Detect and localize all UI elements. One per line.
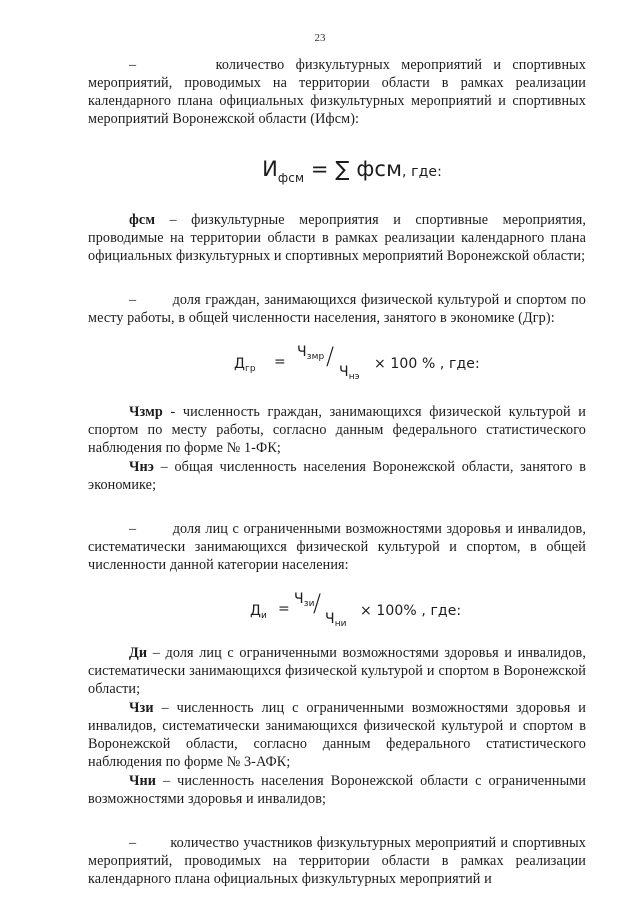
definition-term: фсм <box>129 212 156 228</box>
paragraph-text: количество участников физкультурных мероприятий и спортивных мероприятий, проводимых на территории области в рамках реализации календарного плана официальных физкультурных мероприятий и <box>88 835 586 887</box>
definition-text: – численность лиц с ограниченными возможностями здоровья и инвалидов, систематически занимающихся физической культурой и спортом в Воронежской области, согласно данным федерального статистического наблюдения по форме № 3-АФК; <box>88 700 586 770</box>
formula-numerator-subscript: змр <box>306 352 325 362</box>
formula-tail: × 100% , где: <box>360 603 462 619</box>
formula-numerator: Ч <box>297 344 307 360</box>
list-dash: – <box>129 57 137 73</box>
definition-text: – численность населения Воронежской области с ограниченными возможностями здоровья и инвалидов; <box>88 773 586 807</box>
definition-term: Чзмр <box>129 404 163 420</box>
formula-lhs: Д <box>250 603 262 619</box>
formula-lhs-subscript: и <box>261 611 267 621</box>
formula-slash: / <box>326 342 335 370</box>
paragraph-text: доля граждан, занимающихся физической культурой и спортом по месту работы, в общей численности населения, занятого в экономике (Дгр): <box>88 292 587 326</box>
formula-numerator: Ч <box>294 591 304 607</box>
formula-tail: × 100 % , где: <box>374 356 480 372</box>
formula-denominator: Ч <box>325 611 335 627</box>
definition-chzmr <box>88 403 586 457</box>
list-dash: – <box>129 521 137 537</box>
definition-term: Чни <box>129 773 157 789</box>
formula-denominator-subscript: нэ <box>348 372 360 382</box>
definition-term: Чзи <box>129 700 154 716</box>
formula-numerator-subscript: зи <box>303 599 315 609</box>
formula-lhs-subscript: фсм <box>277 171 305 185</box>
definition-term: Ди <box>129 645 148 661</box>
formula-sum: = ∑ фсм <box>304 157 403 181</box>
definition-text: – доля лиц с ограниченными возможностями здоровья и инвалидов, систематически занимающихся физической культурой и спортом в Воронежской области; <box>88 645 586 697</box>
paragraph-text: доля лиц с ограниченными возможностями здоровья и инвалидов, систематически занимающихся физической культурой и спортом, в общей численности данной категории населения: <box>88 521 586 573</box>
formula-slash: / <box>313 589 322 617</box>
formula-lhs-subscript: гр <box>245 364 256 374</box>
page-number: 23 <box>314 32 326 44</box>
definition-chni <box>88 772 586 808</box>
definition-fsm <box>88 211 586 265</box>
formula-dgr <box>88 341 586 387</box>
formula-ifsm <box>88 154 586 193</box>
definition-chne <box>88 458 586 494</box>
list-dash: – <box>129 292 137 308</box>
definition-text: – общая численность населения Воронежской области, занятого в экономике; <box>88 459 586 493</box>
paragraph-dgr <box>88 291 586 327</box>
definition-term: Чнэ <box>129 459 155 475</box>
formula-di <box>88 588 586 634</box>
formula-equals: = <box>278 601 290 617</box>
formula-denominator-subscript: ни <box>334 619 347 629</box>
formula-denominator: Ч <box>339 364 349 380</box>
paragraph-di <box>88 520 586 574</box>
formula-lhs: Д <box>234 356 246 372</box>
definition-text: – физкультурные мероприятия и спортивные мероприятия, проводимые на территории области в рамках реализации календарного плана официальных физкультурных и спортивных мероприятий Воронежской области; <box>88 212 586 264</box>
formula-lhs: И <box>262 157 278 181</box>
paragraph-participants <box>88 834 586 888</box>
definition-chzi <box>88 699 586 771</box>
definition-di <box>88 644 586 698</box>
formula-tail: , где: <box>402 164 442 180</box>
definition-text: - численность граждан, занимающихся физической культурой и спортом по месту работы, согласно данным федерального статистического наблюдения по форме № 1-ФК; <box>88 404 586 456</box>
document-body <box>88 56 586 888</box>
list-dash: – <box>129 835 137 851</box>
formula-equals: = <box>274 354 286 370</box>
paragraph-ifsm <box>88 56 586 128</box>
paragraph-text: количество физкультурных мероприятий и спортивных мероприятий, проводимых на территории области в рамках реализации календарного плана официальных физкультурных мероприятий и спортивных мероприятий Воронежской области (Ифсм): <box>88 57 586 127</box>
